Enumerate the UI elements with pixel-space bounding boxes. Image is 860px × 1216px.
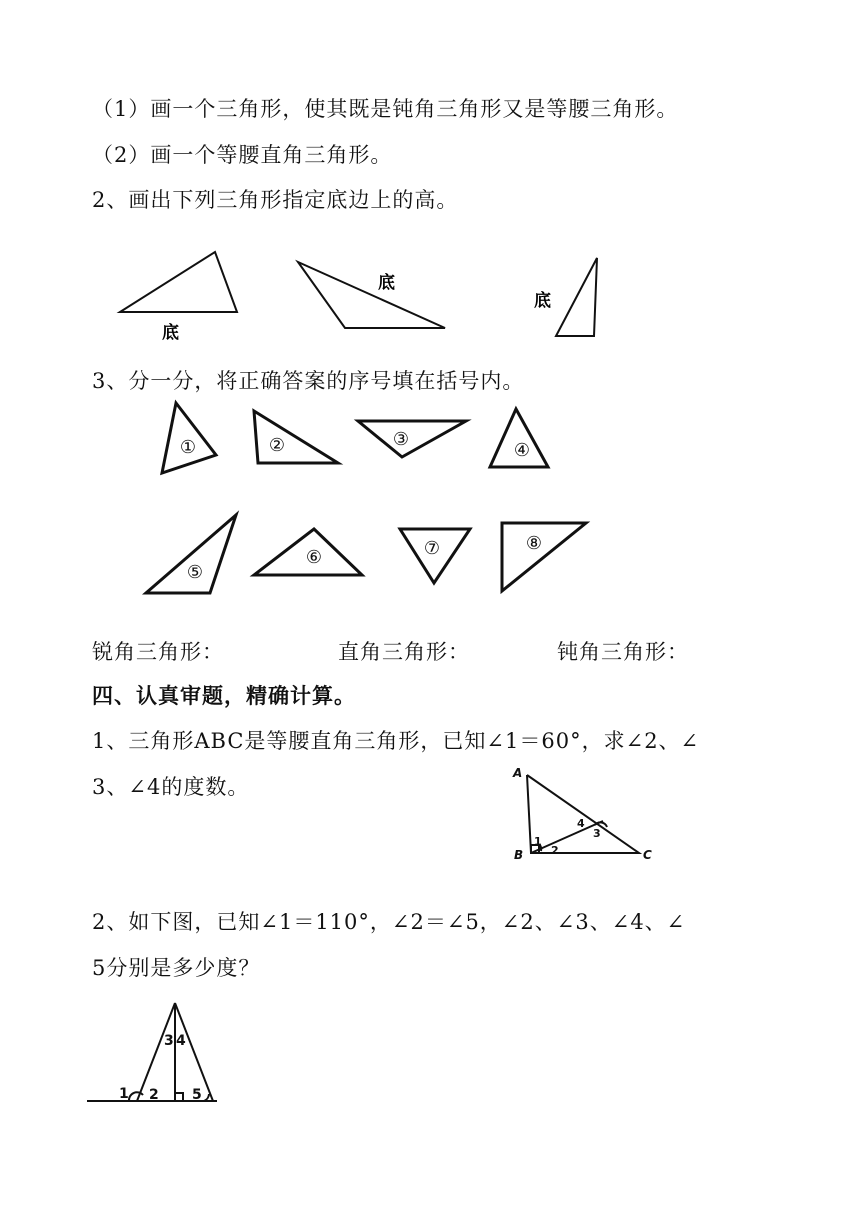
angle-3-label: 3	[593, 827, 601, 840]
triangle-8	[502, 523, 586, 591]
triangle-base-left	[556, 258, 597, 336]
label-acute-triangles: 锐角三角形：	[92, 640, 224, 664]
problem-1-line-2: 3、∠4的度数。	[92, 775, 250, 799]
vertex-b-label: B	[514, 848, 524, 862]
angle-2-label: 2	[149, 1087, 159, 1103]
triangle-6-number: ⑥	[305, 547, 323, 568]
isosceles-altitude-figure	[85, 995, 225, 1107]
triangle-2	[254, 411, 338, 463]
angle-4-label: 4	[176, 1033, 186, 1049]
classify-triangles-figure	[140, 395, 600, 605]
triangle-2-number: ②	[268, 435, 286, 456]
triangle-3-number: ③	[392, 429, 410, 450]
base-label: 底	[378, 273, 395, 293]
vertex-c-label: C	[643, 848, 652, 862]
problem-2-line-2: 5分别是多少度？	[92, 956, 261, 980]
triangle-8-number: ⑧	[525, 533, 543, 554]
problem-1-line-1: 1、三角形ABC是等腰直角三角形，已知∠1＝60°，求∠2、∠	[92, 729, 700, 753]
question-classify: 3、分一分，将正确答案的序号填在括号内。	[92, 369, 525, 393]
triangle-base-upper	[298, 262, 445, 328]
problem-2-line-1: 2、如下图，已知∠1＝110°，∠2＝∠5，∠2、∠3、∠4、∠	[92, 910, 686, 934]
label-right-triangles: 直角三角形：	[338, 640, 470, 664]
question-draw-heights: 2、画出下列三角形指定底边上的高。	[92, 188, 459, 212]
angle-1-label: 1	[534, 835, 542, 848]
triangle-5-number: ⑤	[186, 562, 204, 583]
question-draw-right-isosceles: （2）画一个等腰直角三角形。	[92, 143, 393, 167]
angle-3-label: 3	[164, 1033, 174, 1049]
abc-triangle-figure	[505, 765, 665, 865]
vertex-a-label: A	[513, 766, 523, 780]
height-triangles-figure	[100, 240, 620, 350]
triangle-3	[358, 421, 466, 457]
angle-4-label: 4	[577, 817, 585, 830]
angle-5-label: 5	[192, 1087, 202, 1103]
label-obtuse-triangles: 钝角三角形：	[557, 640, 689, 664]
triangle-base-bottom	[120, 252, 237, 312]
section-heading: 四、认真审题，精确计算。	[92, 684, 356, 708]
angle-1-label: 1	[119, 1086, 129, 1102]
base-label: 底	[162, 323, 179, 343]
angle-2-label: 2	[551, 844, 559, 857]
triangle-7-number: ⑦	[423, 538, 441, 559]
base-label: 底	[534, 291, 551, 311]
triangle-1-number: ①	[179, 437, 197, 458]
triangle-4-number: ④	[513, 440, 531, 461]
question-draw-obtuse-isosceles: （1）画一个三角形，使其既是钝角三角形又是等腰三角形。	[92, 97, 679, 121]
